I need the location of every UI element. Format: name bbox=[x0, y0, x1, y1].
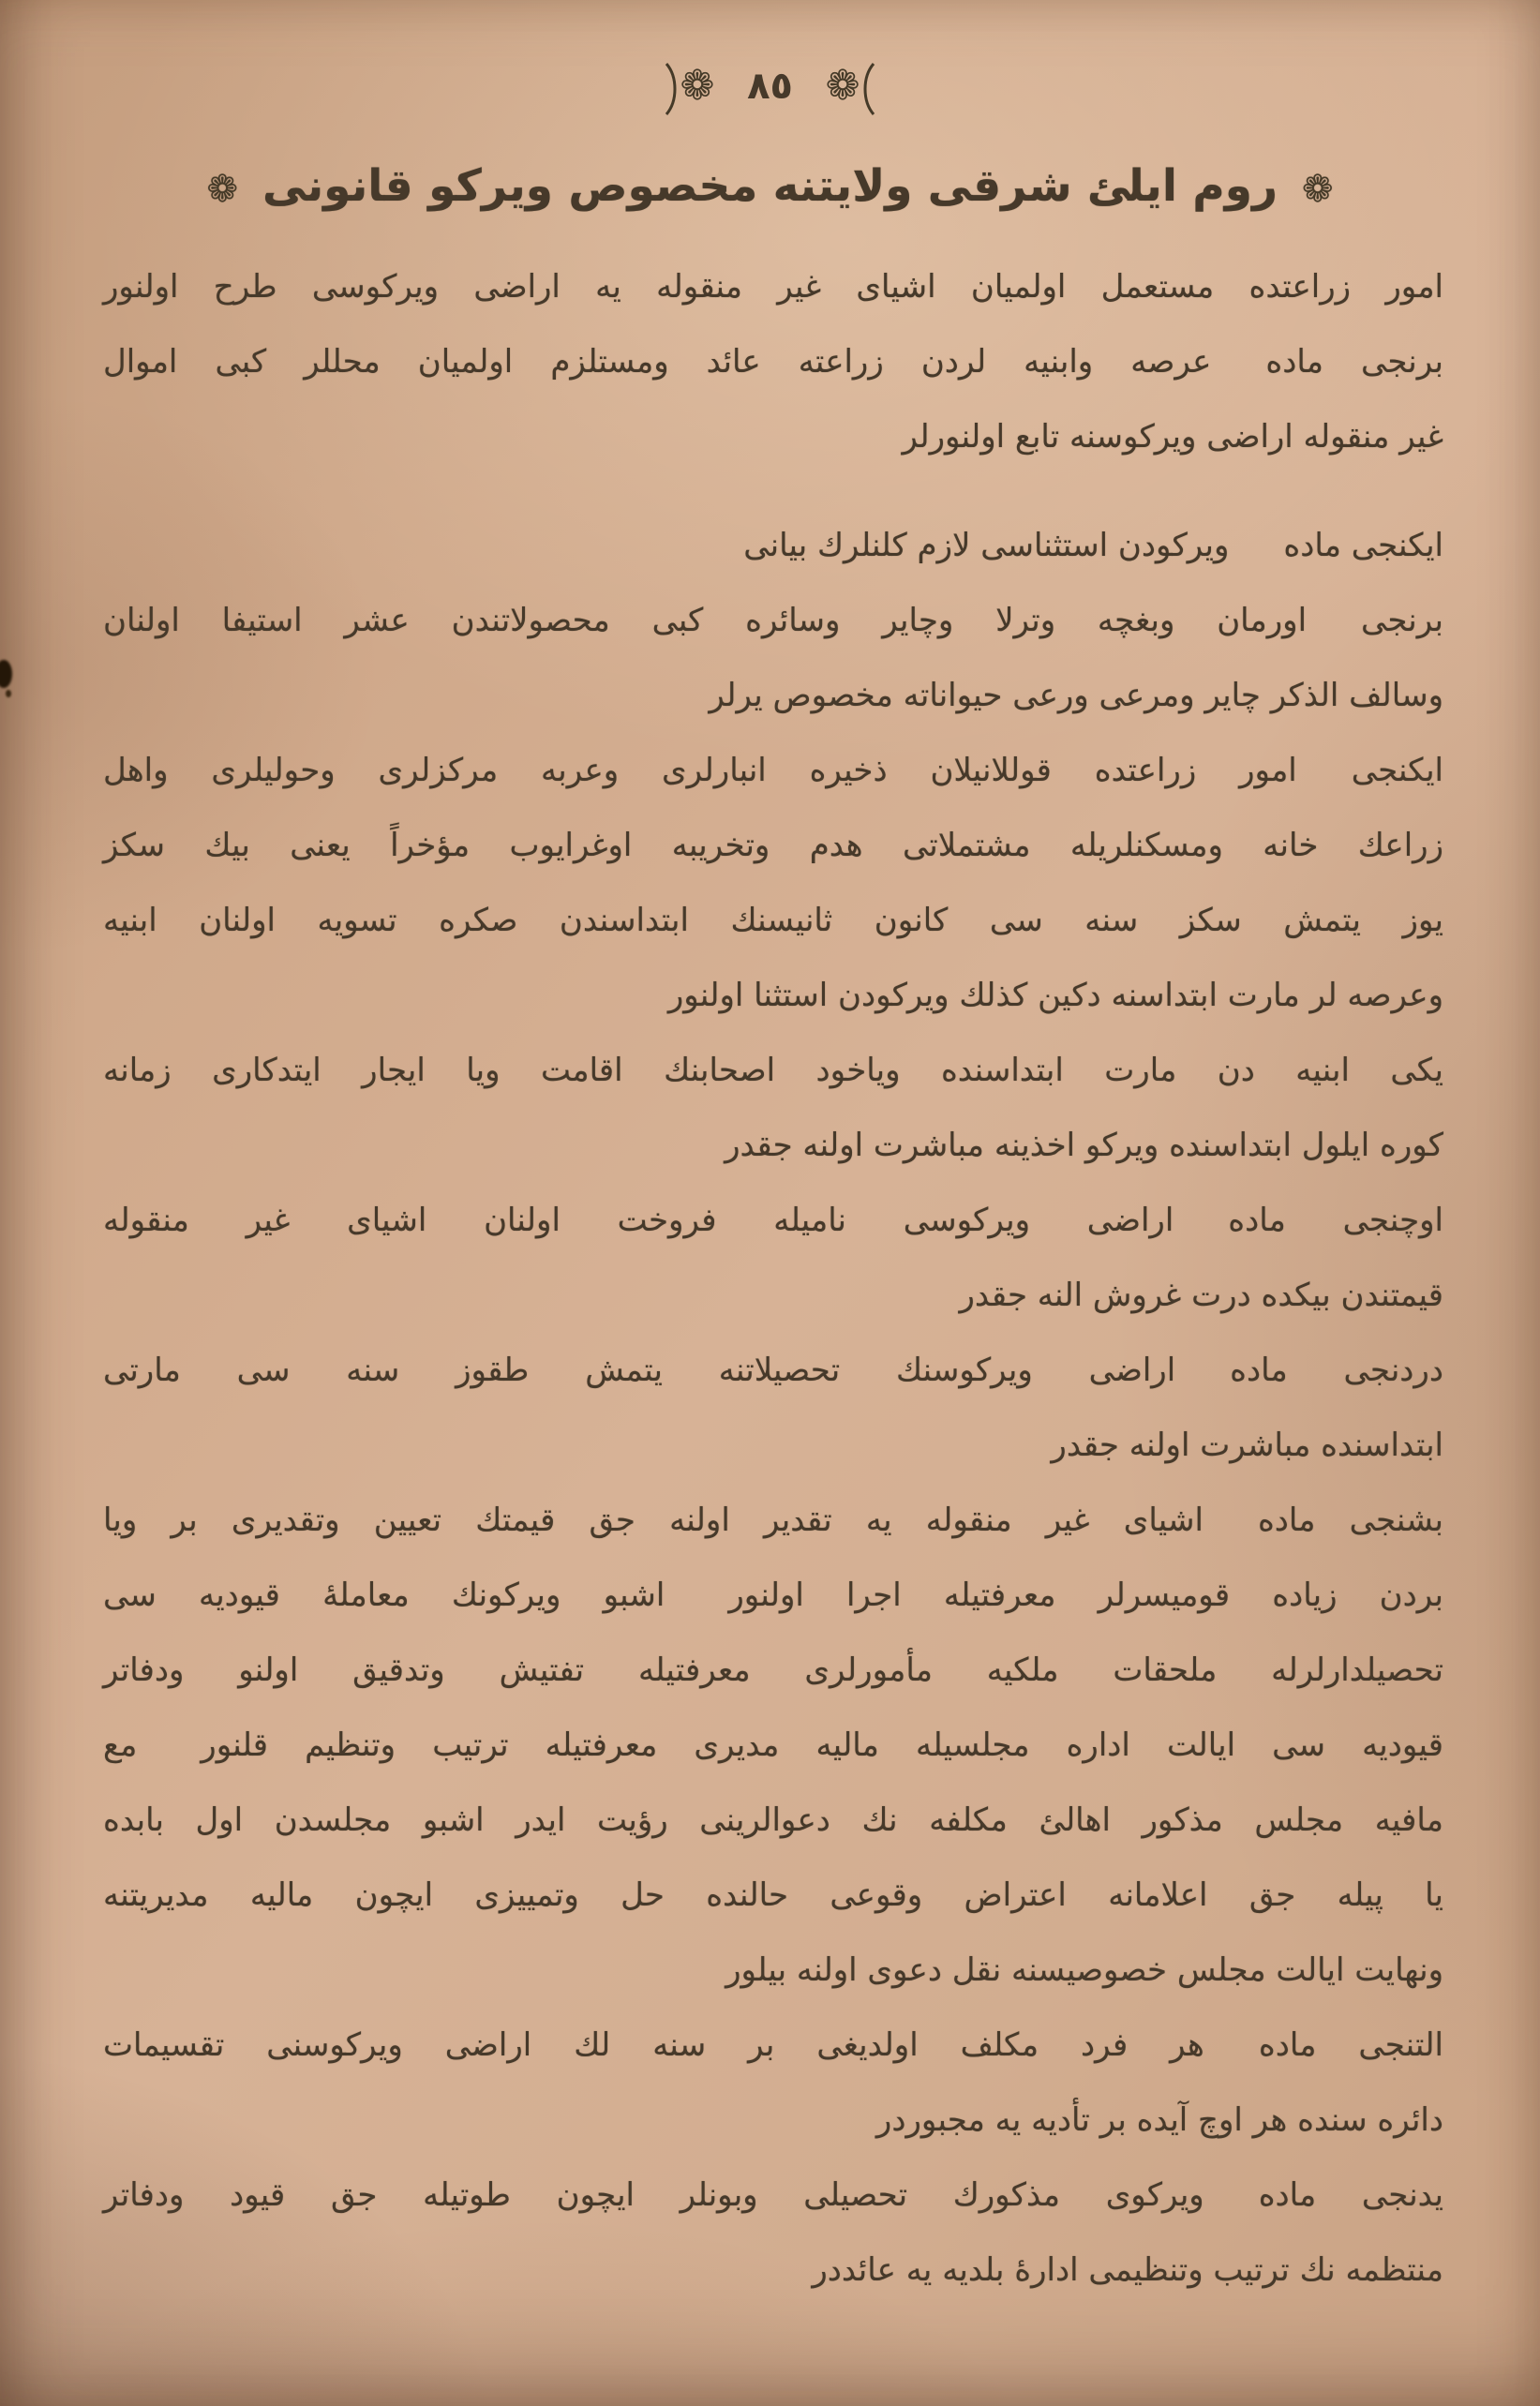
line-text: عرصه وابنيه لردن زراعته عائد ومستلزم اولميان محللر كبى اموال bbox=[103, 343, 1212, 381]
text-line-8 bbox=[103, 808, 1443, 883]
text-line-6 bbox=[103, 658, 1443, 733]
line-text: اراضى ويركوسنك تحصيلاتنه يتمش طقوز سنه سى مارتى bbox=[103, 1352, 1176, 1389]
line-text: امور زراعتده مستعمل اولميان اشياى غير منقوله يه اراضى ويركوسى طرح اولنور bbox=[103, 268, 1443, 306]
line-text: ويركودن استثناسى لازم كلنلرك بيانى bbox=[743, 527, 1230, 564]
line-text: تحصيلدارلرله ملحقات ملكيه مأمورلرى معرفتيله تفتيش وتدقيق اولنو ودفاتر bbox=[103, 1651, 1443, 1689]
text-line-1 bbox=[103, 249, 1443, 324]
line-text: ونهايت ايالت مجلس خصوصيسنه نقل دعوى اولنه بيلور bbox=[725, 1951, 1443, 1989]
fleuron-left-icon bbox=[826, 56, 875, 117]
text-line-5 bbox=[103, 583, 1443, 658]
text-line-18 bbox=[103, 1558, 1443, 1633]
page-number-row bbox=[0, 54, 1540, 117]
line-text: ابتداسنده مباشرت اولنه جقدر bbox=[1051, 1427, 1443, 1464]
ink-speck bbox=[0, 660, 12, 688]
title-fleuron-left-icon: ❁ bbox=[206, 167, 238, 211]
text-line-19 bbox=[103, 1633, 1443, 1708]
line-text: كوره ايلول ابتداسنده ويركو اخذينه مباشرت اولنه جقدر bbox=[725, 1127, 1443, 1164]
text-line-25 bbox=[103, 2083, 1443, 2158]
line-text: غير منقوله اراضى ويركوسنه تابع اولنورلر bbox=[902, 418, 1443, 456]
label-gap bbox=[1174, 1230, 1228, 1231]
line-text: قيوديه سى ايالت اداره مجلسيله ماليه مديرى معرفتيله ترتيب وتنظيم قلنور مع bbox=[103, 1726, 1443, 1764]
label-gap bbox=[1229, 555, 1283, 556]
line-text: هر فرد مكلف اولديغى بر سنه لك اراضى ويركوسنى تقسيمات bbox=[103, 2026, 1204, 2064]
body-text bbox=[103, 249, 1443, 2308]
curl-stem-icon bbox=[665, 62, 680, 116]
text-line-26 bbox=[103, 2158, 1443, 2233]
text-line-24 bbox=[103, 2008, 1443, 2083]
article-label: ايكنجى bbox=[1351, 752, 1443, 789]
fleuron-right-icon bbox=[665, 56, 714, 117]
curl-stem-icon bbox=[860, 62, 875, 116]
article-label: يدنجى ماده bbox=[1258, 2176, 1443, 2214]
law-title-row bbox=[0, 148, 1540, 228]
line-text: يوز يتمش سكز سنه سى كانون ثانيسنك ابتداسندن صكره تسويه اولنان ابنيه bbox=[103, 902, 1443, 939]
text-line-16 bbox=[103, 1408, 1443, 1483]
article-label: ايكنجى ماده bbox=[1283, 527, 1443, 564]
article-label: بشنجى ماده bbox=[1257, 1502, 1443, 1539]
article-label: دردنجى ماده bbox=[1230, 1352, 1443, 1389]
text-line-10 bbox=[103, 958, 1443, 1033]
text-line-14 bbox=[103, 1258, 1443, 1333]
text-line-7 bbox=[103, 733, 1443, 808]
text-line-11 bbox=[103, 1033, 1443, 1108]
label-gap bbox=[1297, 780, 1352, 781]
line-text: منتظمه نك ترتيب وتنظيمى ادارۀ بلديه يه عائددر bbox=[812, 2251, 1443, 2289]
article-label: التنجى ماده bbox=[1258, 2026, 1443, 2064]
line-text: قيمتندن بيكده درت غروش النه جقدر bbox=[959, 1277, 1443, 1314]
article-label: برنجى ماده bbox=[1265, 343, 1443, 381]
text-line-4 bbox=[103, 508, 1443, 583]
line-text: وسالف الذكر چاير ومرعى ورعى حيواناته مخصوص يرلر bbox=[709, 677, 1443, 714]
text-line-20 bbox=[103, 1708, 1443, 1783]
line-text: اشياى غير منقوله يه تقدير اولنه جق قيمتك تعيين وتقديرى بر ويا bbox=[103, 1502, 1204, 1539]
line-text: وعرصه لر مارت ابتداسنه دكين كذلك ويركودن استثنا اولنور bbox=[667, 977, 1443, 1014]
text-line-27 bbox=[103, 2233, 1443, 2308]
line-text: يا پيله جق اعلامانه اعتراض وقوعى حالنده حل وتمييزى ايچون ماليه مديريتنه bbox=[103, 1876, 1443, 1914]
line-text: امور زراعتده قوللانيلان ذخيره انبارلرى وعربه مركزلرى وحوليلرى واهل bbox=[103, 752, 1297, 789]
text-line-3 bbox=[103, 399, 1443, 474]
line-text: مافيه مجلس مذكور اهالئ مكلفه نك دعوالرينى رؤيت ايدر اشبو مجلسدن اول بابده bbox=[103, 1801, 1443, 1839]
fleuron-glyph: ❁ bbox=[825, 61, 860, 110]
text-line-2 bbox=[103, 324, 1443, 399]
line-text: اورمان وبغچه وترلا وچاير وسائره كبى محصولاتندن عشر استيفا اولنان bbox=[103, 602, 1308, 639]
line-text: دائره سنده هر اوچ آيده بر تأديه يه مجبوردر bbox=[875, 2101, 1443, 2139]
page-number: ٨٥ bbox=[747, 65, 793, 108]
line-text: اراضى ويركوسى ناميله فروخت اولنان اشياى غير منقوله bbox=[103, 1202, 1174, 1239]
text-line-9 bbox=[103, 883, 1443, 958]
title-fleuron-right-icon: ❁ bbox=[1302, 167, 1334, 211]
ink-speck-small bbox=[6, 690, 11, 697]
fleuron-glyph: ❁ bbox=[680, 61, 715, 110]
label-gap bbox=[1204, 1530, 1258, 1531]
label-gap bbox=[1175, 1380, 1230, 1381]
line-text: يكى ابنيه دن مارت ابتداسنده وياخود اصحابنك اقامت ويا ايجار ايتدكارى زمانه bbox=[103, 1052, 1443, 1089]
article-label: اوچنجى ماده bbox=[1228, 1202, 1443, 1239]
text-line-13 bbox=[103, 1183, 1443, 1258]
line-text: بردن زياده قوميسرلر معرفتيله اجرا اولنور اشبو ويركونك معاملۀ قيوديه سى bbox=[103, 1577, 1443, 1614]
text-line-21 bbox=[103, 1783, 1443, 1858]
text-line-17 bbox=[103, 1483, 1443, 1558]
line-text: زراعك خانه ومسكنلريله مشتملاتى هدم وتخريبه اوغرايوب مؤخراً يعنى بيك سكز bbox=[103, 827, 1443, 864]
law-title: روم ايلئ شرقى ولايتنه مخصوص ويركو قانونى bbox=[262, 160, 1278, 212]
label-gap bbox=[1211, 371, 1265, 372]
text-line-15 bbox=[103, 1333, 1443, 1408]
text-line-12 bbox=[103, 1108, 1443, 1183]
text-line-23 bbox=[103, 1933, 1443, 2008]
label-gap bbox=[1307, 630, 1361, 631]
line-text: ويركوى مذكورك تحصيلى وبونلر ايچون طوتيله جق قيود ودفاتر bbox=[103, 2176, 1204, 2214]
article-label: برنجى bbox=[1361, 602, 1443, 639]
text-line-22 bbox=[103, 1858, 1443, 1933]
label-gap bbox=[1204, 2204, 1259, 2205]
